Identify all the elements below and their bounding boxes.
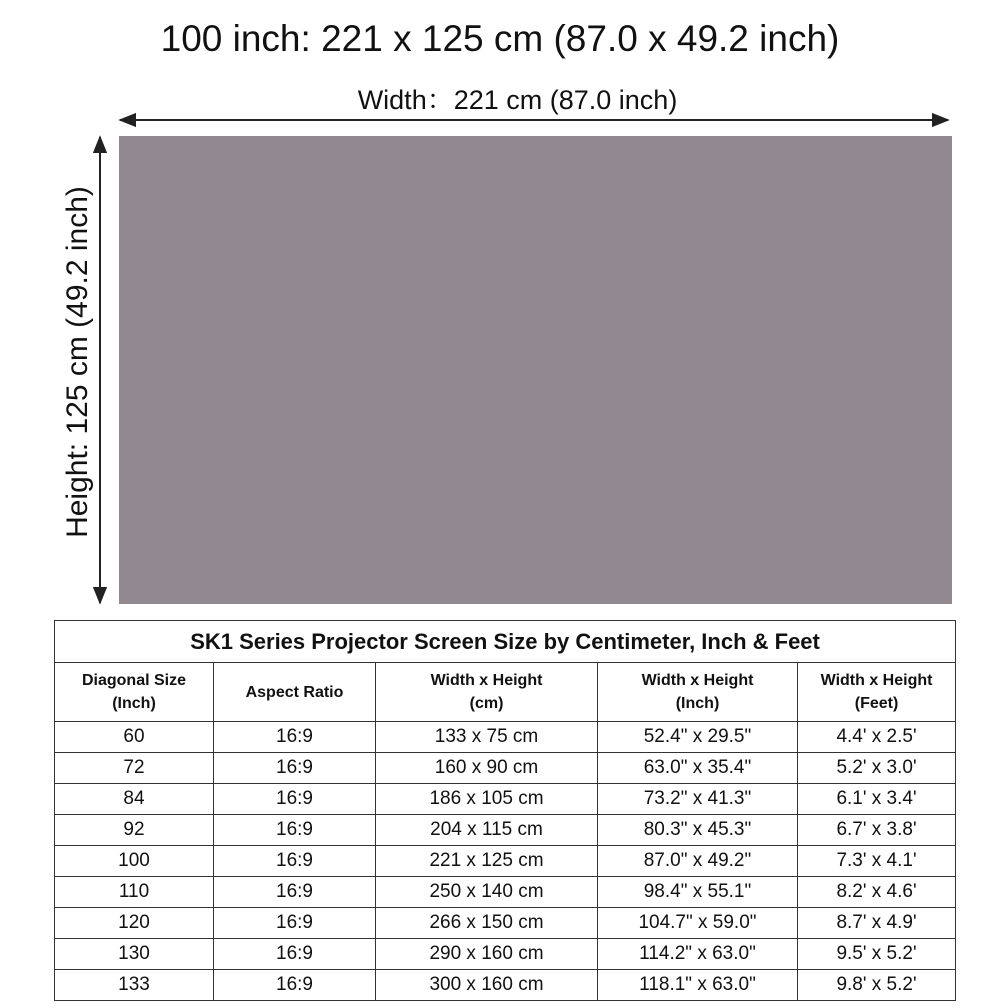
table-cell: 130 — [55, 939, 214, 970]
column-header — [376, 663, 598, 722]
column-header — [798, 663, 956, 722]
table-cell: 250 x 140 cm — [376, 877, 598, 908]
table-cell: 87.0" x 49.2" — [598, 846, 798, 877]
table-cell: 80.3" x 45.3" — [598, 815, 798, 846]
table-cell: 133 — [55, 970, 214, 1001]
table-cell: 8.2' x 4.6' — [798, 877, 956, 908]
table-row — [55, 753, 956, 784]
table-cell: 120 — [55, 908, 214, 939]
table-row — [55, 846, 956, 877]
table-cell: 221 x 125 cm — [376, 846, 598, 877]
table-cell: 92 — [55, 815, 214, 846]
size-table — [54, 620, 956, 1001]
table-cell: 16:9 — [214, 784, 376, 815]
table-header-row — [55, 663, 956, 722]
table-cell: 6.7' x 3.8' — [798, 815, 956, 846]
table-cell: 290 x 160 cm — [376, 939, 598, 970]
table-row — [55, 877, 956, 908]
table-cell: 8.7' x 4.9' — [798, 908, 956, 939]
table-cell: 204 x 115 cm — [376, 815, 598, 846]
column-header — [55, 663, 214, 722]
table-cell: 300 x 160 cm — [376, 970, 598, 1001]
column-header-line1: Width x Height — [430, 672, 543, 689]
column-header — [598, 663, 798, 722]
column-header-line1: Width x Height — [820, 672, 933, 689]
page-title: 100 inch: 221 x 125 cm (87.0 x 49.2 inch) — [160, 18, 840, 59]
column-header-line2: (Inch) — [112, 695, 156, 712]
column-header-line1: Width x Height — [641, 672, 754, 689]
table-row — [55, 970, 956, 1001]
width-label: Width：221 cm (87.0 inch) — [357, 85, 678, 115]
table-cell: 16:9 — [214, 908, 376, 939]
table-cell: 73.2" x 41.3" — [598, 784, 798, 815]
table-row — [55, 939, 956, 970]
table-cell: 16:9 — [214, 815, 376, 846]
table-cell: 5.2' x 3.0' — [798, 753, 956, 784]
table-cell: 266 x 150 cm — [376, 908, 598, 939]
table-cell: 110 — [55, 877, 214, 908]
table-caption: SK1 Series Projector Screen Size by Centimeter, Inch & Feet — [55, 621, 956, 663]
table-cell: 133 x 75 cm — [376, 722, 598, 753]
table-cell: 16:9 — [214, 877, 376, 908]
table-cell: 16:9 — [214, 722, 376, 753]
table-cell: 4.4' x 2.5' — [798, 722, 956, 753]
projector-screen — [119, 136, 952, 604]
table-cell: 118.1" x 63.0" — [598, 970, 798, 1001]
column-header-line2: (Inch) — [675, 695, 720, 712]
table-row — [55, 908, 956, 939]
table-cell: 63.0" x 35.4" — [598, 753, 798, 784]
column-header-line2: (Feet) — [854, 695, 899, 712]
table-cell: 104.7" x 59.0" — [598, 908, 798, 939]
table-cell: 9.5' x 5.2' — [798, 939, 956, 970]
table-row — [55, 722, 956, 753]
table-row — [55, 815, 956, 846]
column-header-line1: Aspect Ratio — [245, 683, 344, 701]
column-header — [214, 663, 376, 722]
table-cell: 7.3' x 4.1' — [798, 846, 956, 877]
table-cell: 6.1' x 3.4' — [798, 784, 956, 815]
table-body — [55, 722, 956, 1001]
table-cell: 160 x 90 cm — [376, 753, 598, 784]
table-cell: 16:9 — [214, 939, 376, 970]
column-header-line1: Diagonal Size — [81, 672, 187, 689]
table-cell: 9.8' x 5.2' — [798, 970, 956, 1001]
column-header-line2: (cm) — [469, 695, 504, 712]
table-cell: 100 — [55, 846, 214, 877]
table-cell: 16:9 — [214, 970, 376, 1001]
table-cell: 98.4" x 55.1" — [598, 877, 798, 908]
table-cell: 52.4" x 29.5" — [598, 722, 798, 753]
table-cell: 16:9 — [214, 846, 376, 877]
table-cell: 72 — [55, 753, 214, 784]
table-cell: 60 — [55, 722, 214, 753]
height-label: Height: 125 cm (49.2 inch) — [61, 186, 94, 538]
table-cell: 114.2" x 63.0" — [598, 939, 798, 970]
table-cell: 186 x 105 cm — [376, 784, 598, 815]
table-row — [55, 784, 956, 815]
table-cell: 84 — [55, 784, 214, 815]
table-cell: 16:9 — [214, 753, 376, 784]
